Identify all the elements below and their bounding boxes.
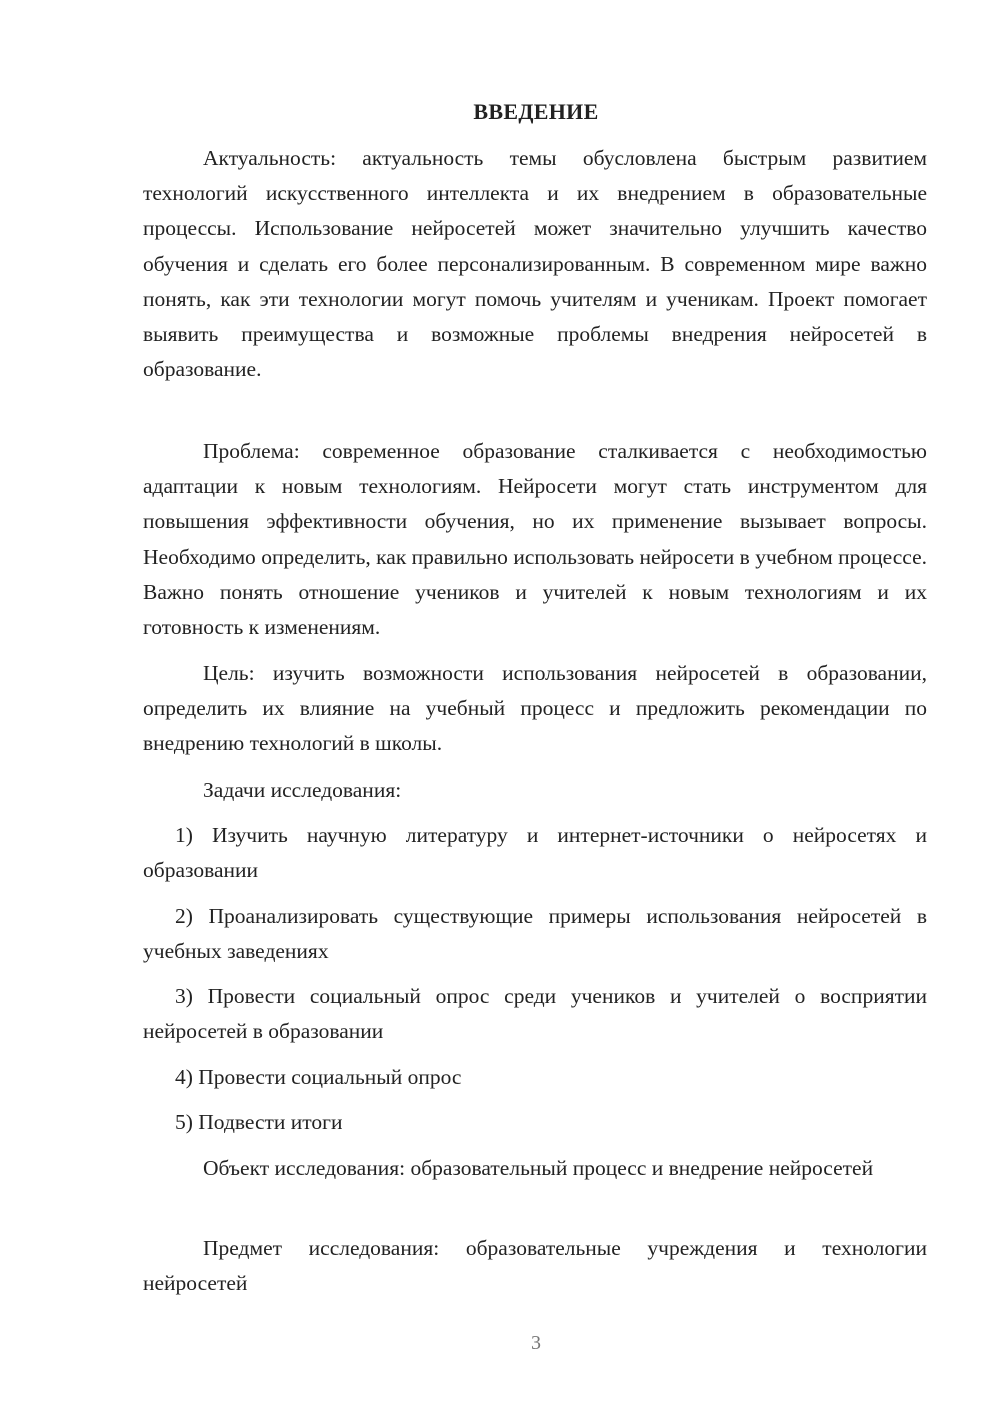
task-item-1: 1) Изучить научную литературу и интернет-источники о нейросетях и образовании <box>143 823 927 883</box>
page-title: ВВЕДЕНИЕ <box>473 99 599 124</box>
goal-paragraph: Цель: изучить возможности использования нейросетей в образовании, определить их влияние на учебный процесс и предложить рекомендации по внедрению технологий в школы. <box>143 661 927 756</box>
task-item-5: 5) Подвести итоги <box>175 1110 343 1134</box>
task-item-2: 2) Проанализировать существующие примеры использования нейросетей в учебных заведениях <box>143 904 927 964</box>
relevance-paragraph: Актуальность: актуальность темы обусловлена быстрым развитием технологий искусственного интеллекта и их внедрением в образовательные процессы. Использование нейросетей может значительно улучшить качество обучения и сделать его более персонализированным. В современном мире важно понять, как эти технологии могут помочь учителям и ученикам. Проект помогает выявить преимущества и возможные проблемы внедрения нейросетей в образование. <box>143 146 927 382</box>
problem-paragraph: Проблема: современное образование сталкивается с необходимостью адаптации к новым технологиям. Нейросети могут стать инструментом для повышения эффективности обучения, но их применение вызывает вопросы. Необходимо определить, как правильно использовать нейросети в учебном процессе. Важно понять отношение учеников и учителей к новым технологиям и их готовность к изменениям. <box>143 439 927 640</box>
task-item-4: 4) Провести социальный опрос <box>175 1065 462 1089</box>
page-number: 3 <box>531 1332 541 1354</box>
tasks-heading: Задачи исследования: <box>203 778 402 802</box>
object-paragraph: Объект исследования: образовательный процесс и внедрение нейросетей <box>203 1156 874 1180</box>
subject-paragraph: Предмет исследования: образовательные учреждения и технологии нейросетей <box>143 1236 927 1296</box>
task-item-3: 3) Провести социальный опрос среди учеников и учителей о восприятии нейросетей в образовании <box>143 984 927 1044</box>
